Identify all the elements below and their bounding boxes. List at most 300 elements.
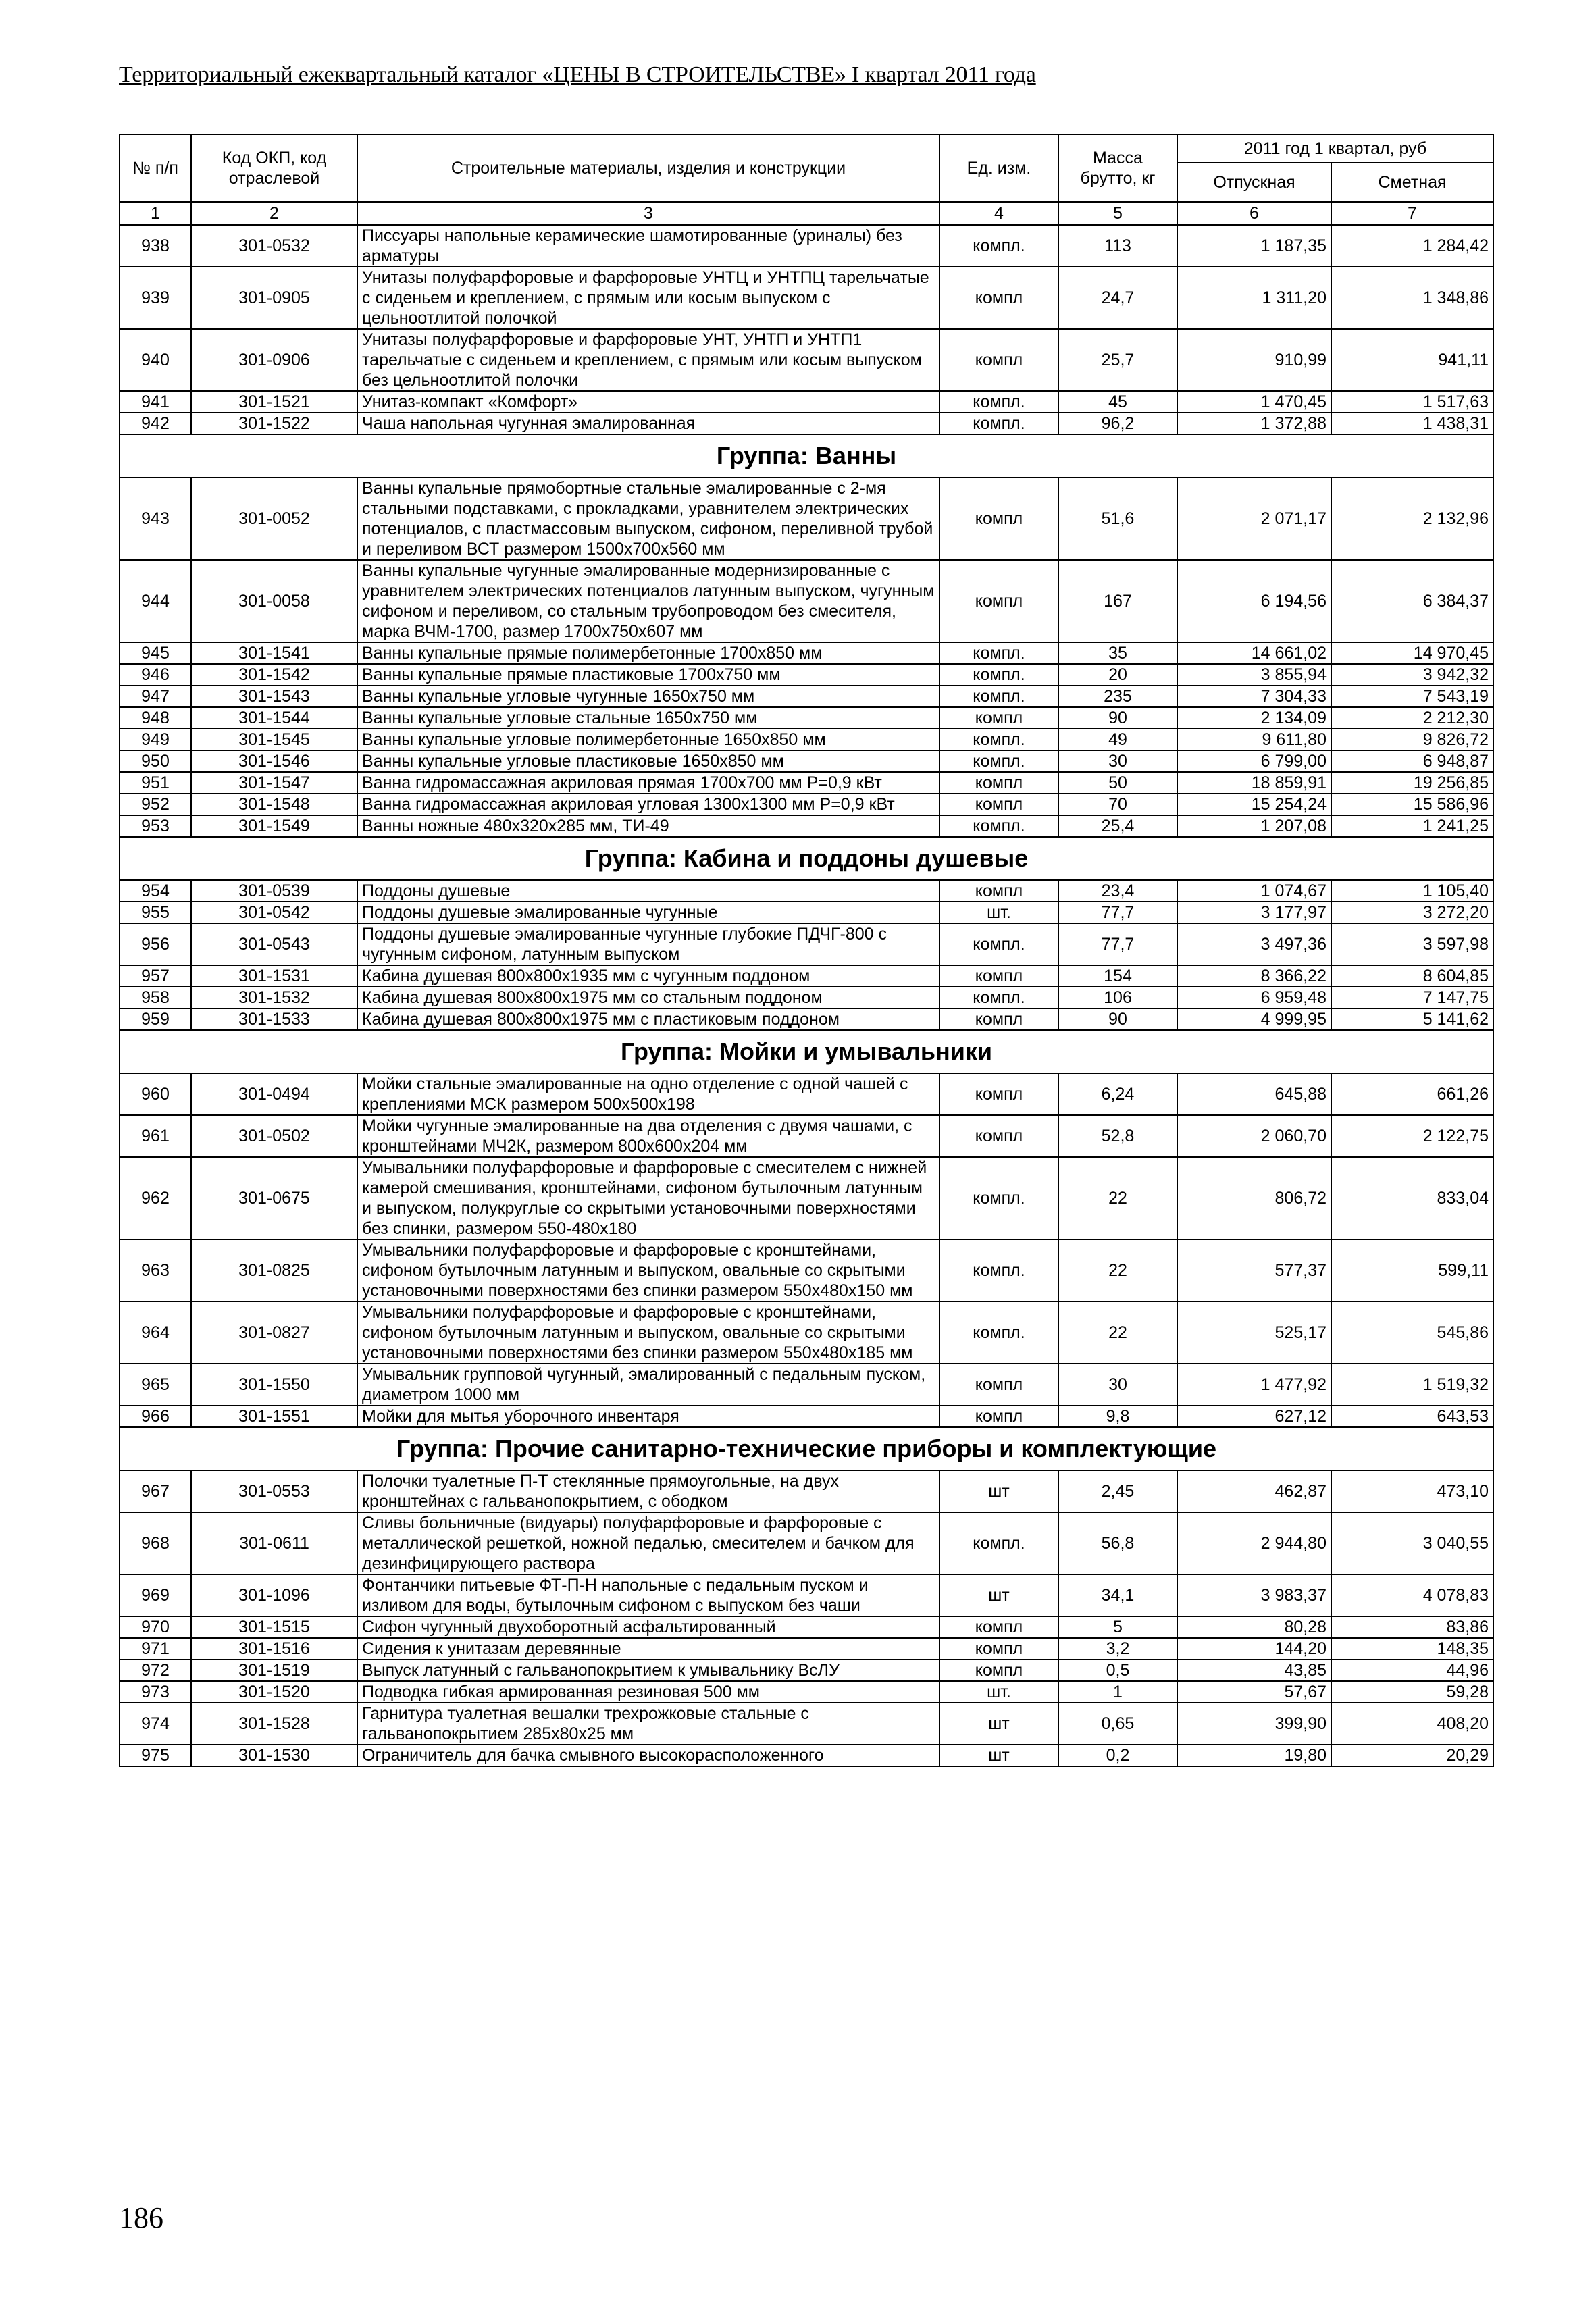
row-number: 962 [120, 1157, 191, 1239]
row-name: Умывальники полуфарфоровые и фарфоровые с кронштейнами, сифоном бутылочным латунным и выпуском, овальные со скрытыми установочными поверхностями без спинки размером 550х480х150 мм [357, 1239, 939, 1302]
row-code: 301-1551 [191, 1406, 357, 1427]
table-row [120, 664, 1493, 686]
row-number: 946 [120, 664, 191, 686]
col-unit-header: Ед. изм. [939, 134, 1058, 202]
row-number: 971 [120, 1638, 191, 1660]
row-name: Кабина душевая 800х800х1975 мм с пластиковым поддоном [357, 1008, 939, 1030]
row-unit: компл [939, 794, 1058, 815]
row-estimate-price: 4 078,83 [1331, 1574, 1493, 1616]
col-code-header: Код ОКП, код отраслевой [191, 134, 357, 202]
row-code: 301-1516 [191, 1638, 357, 1660]
row-name: Сливы больничные (видуары) полуфарфоровые и фарфоровые с металлической решеткой, ножной педалью, смесителем и бачком для дезинфицирующего раствора [357, 1512, 939, 1574]
row-number: 952 [120, 794, 191, 815]
row-code: 301-0542 [191, 902, 357, 923]
row-estimate-price: 6 384,37 [1331, 560, 1493, 642]
col-name-header: Строительные материалы, изделия и конструкции [357, 134, 939, 202]
row-number: 963 [120, 1239, 191, 1302]
row-name: Кабина душевая 800х800х1935 мм с чугунным поддоном [357, 965, 939, 987]
row-number: 947 [120, 686, 191, 707]
row-number: 972 [120, 1660, 191, 1681]
col-number: 4 [939, 202, 1058, 225]
row-unit: компл. [939, 923, 1058, 965]
row-estimate-price: 7 147,75 [1331, 987, 1493, 1008]
row-code: 301-0052 [191, 478, 357, 560]
row-release-price: 462,87 [1177, 1470, 1331, 1512]
row-release-price: 806,72 [1177, 1157, 1331, 1239]
row-estimate-price: 3 272,20 [1331, 902, 1493, 923]
row-release-price: 1 477,92 [1177, 1364, 1331, 1406]
row-name: Поддоны душевые [357, 880, 939, 902]
row-number: 956 [120, 923, 191, 965]
table-row [120, 391, 1493, 413]
row-code: 301-0494 [191, 1073, 357, 1115]
row-code: 301-0906 [191, 329, 357, 391]
row-release-price: 1 074,67 [1177, 880, 1331, 902]
row-estimate-price: 15 586,96 [1331, 794, 1493, 815]
group-heading: Группа: Мойки и умывальники [120, 1030, 1493, 1073]
row-estimate-price: 2 132,96 [1331, 478, 1493, 560]
row-name: Выпуск латунный с гальванопокрытием к умывальнику ВсЛУ [357, 1660, 939, 1681]
row-code: 301-0502 [191, 1115, 357, 1157]
row-unit: шт. [939, 1681, 1058, 1703]
row-code: 301-1528 [191, 1703, 357, 1745]
table-row [120, 560, 1493, 642]
table-row [120, 923, 1493, 965]
row-mass: 1 [1058, 1681, 1177, 1703]
row-release-price: 2 134,09 [1177, 707, 1331, 729]
row-number: 966 [120, 1406, 191, 1427]
row-unit: компл. [939, 642, 1058, 664]
row-number: 959 [120, 1008, 191, 1030]
row-unit: компл [939, 965, 1058, 987]
row-release-price: 1 311,20 [1177, 267, 1331, 329]
row-unit: шт [939, 1703, 1058, 1745]
row-release-price: 1 470,45 [1177, 391, 1331, 413]
row-unit: компл [939, 478, 1058, 560]
table-row [120, 1157, 1493, 1239]
row-code: 301-1542 [191, 664, 357, 686]
row-name: Ванны купальные прямобортные стальные эмалированные с 2-мя стальными подставками, с прокладками, уравнителем электрических потенциалов, с пластмассовым выпуском, сифоном, переливной трубой и переливом ВСТ размером 1500х700х560 мм [357, 478, 939, 560]
row-unit: компл [939, 1638, 1058, 1660]
row-estimate-price: 3 942,32 [1331, 664, 1493, 686]
row-code: 301-0058 [191, 560, 357, 642]
table-row [120, 750, 1493, 772]
row-release-price: 6 799,00 [1177, 750, 1331, 772]
row-mass: 2,45 [1058, 1470, 1177, 1512]
row-code: 301-0905 [191, 267, 357, 329]
row-number: 965 [120, 1364, 191, 1406]
row-estimate-price: 941,11 [1331, 329, 1493, 391]
row-number: 973 [120, 1681, 191, 1703]
group-heading-row [120, 837, 1493, 880]
row-code: 301-1546 [191, 750, 357, 772]
row-mass: 50 [1058, 772, 1177, 794]
row-code: 301-1533 [191, 1008, 357, 1030]
row-estimate-price: 5 141,62 [1331, 1008, 1493, 1030]
row-mass: 34,1 [1058, 1574, 1177, 1616]
group-heading: Группа: Прочие санитарно-технические приборы и комплектующие [120, 1427, 1493, 1470]
row-estimate-price: 3 040,55 [1331, 1512, 1493, 1574]
catalog-header: Территориальный ежеквартальный каталог «ЦЕНЫ В СТРОИТЕЛЬСТВЕ» I квартал 2011 года [119, 62, 1036, 87]
row-code: 301-0539 [191, 880, 357, 902]
row-estimate-price: 661,26 [1331, 1073, 1493, 1115]
row-number: 938 [120, 225, 191, 267]
row-code: 301-0553 [191, 1470, 357, 1512]
row-estimate-price: 2 212,30 [1331, 707, 1493, 729]
row-code: 301-1547 [191, 772, 357, 794]
row-mass: 23,4 [1058, 880, 1177, 902]
row-release-price: 3 497,36 [1177, 923, 1331, 965]
row-code: 301-1541 [191, 642, 357, 664]
row-release-price: 4 999,95 [1177, 1008, 1331, 1030]
row-name: Умывальники полуфарфоровые и фарфоровые с смесителем с нижней камерой смешивания, кронштейнами, сифоном бутылочным латунным и выпуском, полукруглые со скрытыми установочными поверхностями без спинки, размером 550-480х180 [357, 1157, 939, 1239]
row-mass: 30 [1058, 750, 1177, 772]
table-row [120, 1364, 1493, 1406]
row-estimate-price: 148,35 [1331, 1638, 1493, 1660]
row-number: 943 [120, 478, 191, 560]
table-row [120, 1616, 1493, 1638]
row-number: 957 [120, 965, 191, 987]
row-code: 301-1550 [191, 1364, 357, 1406]
row-unit: компл [939, 267, 1058, 329]
row-name: Мойки чугунные эмалированные на два отделения с двумя чашами, с кронштейнами МЧ2К, размером 800х600х204 мм [357, 1115, 939, 1157]
row-code: 301-1519 [191, 1660, 357, 1681]
row-mass: 154 [1058, 965, 1177, 987]
row-mass: 25,4 [1058, 815, 1177, 837]
row-release-price: 14 661,02 [1177, 642, 1331, 664]
row-estimate-price: 545,86 [1331, 1302, 1493, 1364]
table-row [120, 1660, 1493, 1681]
row-estimate-price: 44,96 [1331, 1660, 1493, 1681]
row-code: 301-1549 [191, 815, 357, 837]
row-mass: 77,7 [1058, 902, 1177, 923]
row-number: 948 [120, 707, 191, 729]
table-row [120, 772, 1493, 794]
table-row [120, 478, 1493, 560]
row-release-price: 57,67 [1177, 1681, 1331, 1703]
row-estimate-price: 8 604,85 [1331, 965, 1493, 987]
row-number: 941 [120, 391, 191, 413]
row-number: 958 [120, 987, 191, 1008]
row-estimate-price: 408,20 [1331, 1703, 1493, 1745]
table-row [120, 329, 1493, 391]
row-mass: 45 [1058, 391, 1177, 413]
row-name: Сидения к унитазам деревянные [357, 1638, 939, 1660]
row-code: 301-1096 [191, 1574, 357, 1616]
row-name: Умывальник групповой чугунный, эмалированный с педальным пуском, диаметром 1000 мм [357, 1364, 939, 1406]
col-number: 5 [1058, 202, 1177, 225]
row-unit: шт. [939, 902, 1058, 923]
row-number: 951 [120, 772, 191, 794]
row-estimate-price: 59,28 [1331, 1681, 1493, 1703]
row-estimate-price: 7 543,19 [1331, 686, 1493, 707]
row-unit: шт [939, 1470, 1058, 1512]
row-name: Сифон чугунный двухоборотный асфальтированный [357, 1616, 939, 1638]
row-name: Поддоны душевые эмалированные чугунные [357, 902, 939, 923]
row-unit: компл [939, 880, 1058, 902]
row-estimate-price: 9 826,72 [1331, 729, 1493, 750]
table-row [120, 1239, 1493, 1302]
group-heading-row [120, 1427, 1493, 1470]
row-mass: 106 [1058, 987, 1177, 1008]
row-number: 964 [120, 1302, 191, 1364]
row-mass: 49 [1058, 729, 1177, 750]
table-row [120, 1470, 1493, 1512]
row-release-price: 1 187,35 [1177, 225, 1331, 267]
row-mass: 51,6 [1058, 478, 1177, 560]
row-release-price: 3 177,97 [1177, 902, 1331, 923]
col-number: 1 [120, 202, 191, 225]
group-heading-row [120, 434, 1493, 478]
row-name: Умывальники полуфарфоровые и фарфоровые с кронштейнами, сифоном бутылочным латунным и выпуском, овальные со скрытыми установочными поверхностями без спинки размером 550х480х185 мм [357, 1302, 939, 1364]
row-name: Ванны купальные прямые полимербетонные 1700х850 мм [357, 642, 939, 664]
row-release-price: 7 304,33 [1177, 686, 1331, 707]
table-row [120, 815, 1493, 837]
row-code: 301-1522 [191, 413, 357, 434]
row-unit: компл. [939, 1302, 1058, 1364]
row-unit: компл [939, 1073, 1058, 1115]
row-mass: 90 [1058, 1008, 1177, 1030]
row-name: Ванны купальные угловые полимербетонные 1650х850 мм [357, 729, 939, 750]
row-mass: 5 [1058, 1616, 1177, 1638]
row-release-price: 9 611,80 [1177, 729, 1331, 750]
row-name: Ванны купальные угловые чугунные 1650х750 мм [357, 686, 939, 707]
row-mass: 56,8 [1058, 1512, 1177, 1574]
row-name: Поддоны душевые эмалированные чугунные глубокие ПДЧГ-800 с чугунным сифоном, латунным выпуском [357, 923, 939, 965]
row-name: Унитазы полуфарфоровые и фарфоровые УНТЦ и УНТПЦ тарельчатые с сиденьем и креплением, с прямым или косым выпуском с цельноотлитой полочкой [357, 267, 939, 329]
row-mass: 30 [1058, 1364, 1177, 1406]
row-code: 301-1515 [191, 1616, 357, 1638]
row-code: 301-0543 [191, 923, 357, 965]
row-release-price: 8 366,22 [1177, 965, 1331, 987]
col-mass-header: Масса брутто, кг [1058, 134, 1177, 202]
row-code: 301-0825 [191, 1239, 357, 1302]
group-heading: Группа: Кабина и поддоны душевые [120, 837, 1493, 880]
row-unit: компл [939, 560, 1058, 642]
row-name: Ванны купальные чугунные эмалированные модернизированные с уравнителем электрических потенциалов латунным выпуском, чугунным сифоном и переливом, со стальным трубопроводом без смесителя, марка ВЧМ-1700, размер 1700х750х607 мм [357, 560, 939, 642]
table-body [120, 225, 1493, 1766]
row-release-price: 43,85 [1177, 1660, 1331, 1681]
row-mass: 52,8 [1058, 1115, 1177, 1157]
row-code: 301-1532 [191, 987, 357, 1008]
table-row [120, 1745, 1493, 1766]
row-mass: 0,5 [1058, 1660, 1177, 1681]
row-estimate-price: 14 970,45 [1331, 642, 1493, 664]
row-number: 953 [120, 815, 191, 837]
row-unit: компл. [939, 664, 1058, 686]
row-unit: компл [939, 1406, 1058, 1427]
col-estimate-header: Сметная [1331, 163, 1493, 202]
col-release-header: Отпускная [1177, 163, 1331, 202]
row-code: 301-1544 [191, 707, 357, 729]
row-number: 942 [120, 413, 191, 434]
row-mass: 22 [1058, 1157, 1177, 1239]
row-unit: компл [939, 1115, 1058, 1157]
row-code: 301-1521 [191, 391, 357, 413]
row-unit: компл [939, 329, 1058, 391]
row-number: 975 [120, 1745, 191, 1766]
table-row [120, 267, 1493, 329]
row-mass: 3,2 [1058, 1638, 1177, 1660]
row-code: 301-0532 [191, 225, 357, 267]
row-unit: компл. [939, 987, 1058, 1008]
row-unit: шт [939, 1574, 1058, 1616]
row-release-price: 577,37 [1177, 1239, 1331, 1302]
row-mass: 235 [1058, 686, 1177, 707]
row-release-price: 627,12 [1177, 1406, 1331, 1427]
row-unit: компл. [939, 225, 1058, 267]
row-release-price: 80,28 [1177, 1616, 1331, 1638]
row-number: 967 [120, 1470, 191, 1512]
row-name: Подводка гибкая армированная резиновая 500 мм [357, 1681, 939, 1703]
row-mass: 9,8 [1058, 1406, 1177, 1427]
price-table [119, 134, 1494, 1767]
row-mass: 24,7 [1058, 267, 1177, 329]
row-estimate-price: 1 438,31 [1331, 413, 1493, 434]
row-code: 301-1548 [191, 794, 357, 815]
row-code: 301-1545 [191, 729, 357, 750]
row-mass: 77,7 [1058, 923, 1177, 965]
row-name: Унитаз-компакт «Комфорт» [357, 391, 939, 413]
row-mass: 70 [1058, 794, 1177, 815]
row-number: 954 [120, 880, 191, 902]
row-unit: шт [939, 1745, 1058, 1766]
row-release-price: 525,17 [1177, 1302, 1331, 1364]
row-mass: 22 [1058, 1239, 1177, 1302]
table-row [120, 1703, 1493, 1745]
row-code: 301-0675 [191, 1157, 357, 1239]
table-row [120, 1574, 1493, 1616]
table-row [120, 413, 1493, 434]
row-number: 969 [120, 1574, 191, 1616]
row-mass: 22 [1058, 1302, 1177, 1364]
row-number: 961 [120, 1115, 191, 1157]
row-unit: компл [939, 1660, 1058, 1681]
row-mass: 90 [1058, 707, 1177, 729]
table-row [120, 794, 1493, 815]
row-mass: 0,65 [1058, 1703, 1177, 1745]
row-mass: 113 [1058, 225, 1177, 267]
row-estimate-price: 19 256,85 [1331, 772, 1493, 794]
row-name: Мойки для мытья уборочного инвентаря [357, 1406, 939, 1427]
row-name: Полочки туалетные П-Т стеклянные прямоугольные, на двух кронштейнах с гальванопокрытием, с ободком [357, 1470, 939, 1512]
row-name: Унитазы полуфарфоровые и фарфоровые УНТ, УНТП и УНТП1 тарельчатые с сиденьем и креплением, с прямым или косым выпуском без цельноотлитой полочки [357, 329, 939, 391]
table-row [120, 1512, 1493, 1574]
row-code: 301-0611 [191, 1512, 357, 1574]
row-name: Мойки стальные эмалированные на одно отделение с одной чашей с креплениями МСК размером 500х500х198 [357, 1073, 939, 1115]
col-number: 2 [191, 202, 357, 225]
row-unit: компл. [939, 686, 1058, 707]
row-code: 301-0827 [191, 1302, 357, 1364]
row-number: 950 [120, 750, 191, 772]
row-unit: компл. [939, 1157, 1058, 1239]
table-row [120, 1681, 1493, 1703]
row-mass: 20 [1058, 664, 1177, 686]
row-release-price: 6 194,56 [1177, 560, 1331, 642]
row-unit: компл [939, 707, 1058, 729]
row-estimate-price: 83,86 [1331, 1616, 1493, 1638]
page-number: 186 [119, 2201, 163, 2234]
table-row [120, 1115, 1493, 1157]
col-number: 3 [357, 202, 939, 225]
row-estimate-price: 643,53 [1331, 1406, 1493, 1427]
table-row [120, 1302, 1493, 1364]
row-number: 974 [120, 1703, 191, 1745]
row-release-price: 144,20 [1177, 1638, 1331, 1660]
col-period-header: 2011 год 1 квартал, руб [1177, 134, 1493, 163]
row-mass: 96,2 [1058, 413, 1177, 434]
row-estimate-price: 1 241,25 [1331, 815, 1493, 837]
row-name: Ванны ножные 480х320х285 мм, ТИ-49 [357, 815, 939, 837]
table-row [120, 729, 1493, 750]
table-row [120, 1406, 1493, 1427]
row-unit: компл. [939, 815, 1058, 837]
row-release-price: 910,99 [1177, 329, 1331, 391]
row-code: 301-1543 [191, 686, 357, 707]
row-unit: компл [939, 1616, 1058, 1638]
row-mass: 25,7 [1058, 329, 1177, 391]
row-release-price: 2 944,80 [1177, 1512, 1331, 1574]
row-estimate-price: 3 597,98 [1331, 923, 1493, 965]
row-estimate-price: 599,11 [1331, 1239, 1493, 1302]
row-code: 301-1530 [191, 1745, 357, 1766]
table-row [120, 902, 1493, 923]
row-unit: компл [939, 1008, 1058, 1030]
row-unit: компл. [939, 729, 1058, 750]
table-row [120, 686, 1493, 707]
row-release-price: 19,80 [1177, 1745, 1331, 1766]
row-number: 955 [120, 902, 191, 923]
row-number: 939 [120, 267, 191, 329]
row-release-price: 399,90 [1177, 1703, 1331, 1745]
row-unit: компл [939, 772, 1058, 794]
row-release-price: 18 859,91 [1177, 772, 1331, 794]
row-name: Ванны купальные угловые стальные 1650х750 мм [357, 707, 939, 729]
row-name: Ванны купальные угловые пластиковые 1650х850 мм [357, 750, 939, 772]
table-row [120, 987, 1493, 1008]
table-row [120, 1073, 1493, 1115]
col-num-header: № п/п [120, 134, 191, 202]
row-number: 944 [120, 560, 191, 642]
row-name: Писсуары напольные керамические шамотированные (уриналы) без арматуры [357, 225, 939, 267]
table-row [120, 642, 1493, 664]
row-estimate-price: 20,29 [1331, 1745, 1493, 1766]
column-number-row [120, 202, 1493, 225]
row-number: 970 [120, 1616, 191, 1638]
row-release-price: 15 254,24 [1177, 794, 1331, 815]
row-release-price: 3 855,94 [1177, 664, 1331, 686]
row-release-price: 6 959,48 [1177, 987, 1331, 1008]
row-number: 945 [120, 642, 191, 664]
row-number: 960 [120, 1073, 191, 1115]
row-release-price: 2 060,70 [1177, 1115, 1331, 1157]
row-number: 940 [120, 329, 191, 391]
row-mass: 0,2 [1058, 1745, 1177, 1766]
row-name: Гарнитура туалетная вешалки трехрожковые стальные с гальванопокрытием 285х80х25 мм [357, 1703, 939, 1745]
group-heading: Группа: Ванны [120, 434, 1493, 478]
row-name: Чаша напольная чугунная эмалированная [357, 413, 939, 434]
table-row [120, 965, 1493, 987]
table-row [120, 1008, 1493, 1030]
row-name: Кабина душевая 800х800х1975 мм со стальным поддоном [357, 987, 939, 1008]
table-row [120, 880, 1493, 902]
table-row [120, 1638, 1493, 1660]
row-name: Ограничитель для бачка смывного высокорасположенного [357, 1745, 939, 1766]
row-estimate-price: 1 517,63 [1331, 391, 1493, 413]
row-name: Ванна гидромассажная акриловая угловая 1300х1300 мм Р=0,9 кВт [357, 794, 939, 815]
group-heading-row [120, 1030, 1493, 1073]
row-estimate-price: 2 122,75 [1331, 1115, 1493, 1157]
